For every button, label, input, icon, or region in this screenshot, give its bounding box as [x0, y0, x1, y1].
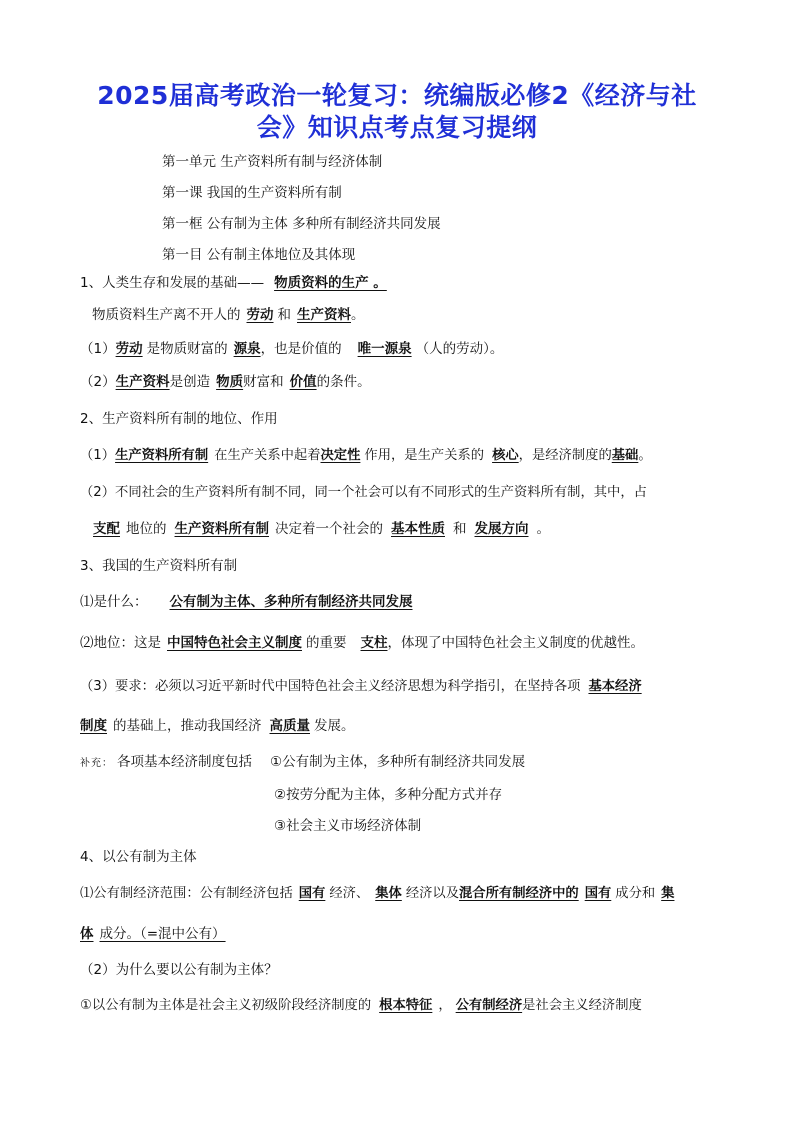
answer-blank: 制度	[80, 718, 107, 734]
answer-blank: 集体	[375, 886, 402, 901]
document-title	[70, 80, 724, 144]
answer-blank: 支配	[93, 521, 120, 537]
section-4-line-2	[80, 924, 226, 944]
text: 。	[536, 521, 550, 537]
section-4-heading: 4、以公有制为主体	[80, 849, 197, 865]
title-line-2: 会》知识点考点复习提纲	[256, 113, 538, 142]
section-2-heading: 2、生产资料所有制的地位、作用	[80, 411, 278, 427]
lesson-heading: 第一课 我国的生产资料所有制	[162, 185, 342, 201]
text: 发展。	[314, 718, 355, 734]
supplement-line-1	[80, 752, 525, 774]
text: 和	[277, 307, 291, 323]
text: 是物质财富的	[146, 341, 228, 357]
answer-blank: 生产资料所有制	[115, 448, 209, 463]
text: 经济以及	[405, 886, 460, 901]
answer-blank: 发展方向	[474, 521, 529, 537]
text: 成分和	[615, 886, 656, 901]
text: ①公有制为主体，多种所有制经济共同发展	[270, 754, 526, 770]
title-line-1: 2025届高考政治一轮复习：统编版必修2《经济与社	[97, 81, 697, 110]
answer-blank: 基本性质	[391, 521, 445, 537]
answer-blank: 中国特色社会主义制度	[167, 635, 302, 651]
answer-blank: 生产资料	[115, 374, 170, 390]
answer-blank: 核心	[492, 448, 519, 463]
text: 在生产关系中起着	[214, 448, 321, 463]
text: ⑴公有制经济范围：公有制经济包括	[80, 886, 293, 901]
section-1-heading	[80, 273, 401, 293]
section-3-line-3	[80, 677, 642, 697]
answer-blank: 唯一源泉	[357, 341, 412, 357]
answer-blank: 公有制为主体、多种所有制经济共同发展	[169, 594, 413, 610]
text: ，是经济制度的	[518, 448, 612, 463]
section-3-line-4	[80, 716, 355, 736]
text: 。	[351, 307, 365, 323]
item-heading: 第一目 公有制主体地位及其体现	[162, 247, 356, 263]
section-1-line-4	[80, 372, 371, 392]
text: 地位的	[126, 521, 167, 537]
answer-blank: 基础	[611, 448, 639, 463]
answer-blank: 高质量	[269, 718, 310, 734]
answer-blank: 价值	[289, 374, 317, 390]
answer-blank: 国有	[584, 886, 612, 901]
text: （2）	[80, 374, 116, 390]
section-4-line-3: （2）为什么要以公有制为主体？	[80, 962, 278, 978]
answer-blank: 支柱	[360, 635, 388, 651]
supplement-label: 补充：	[80, 758, 113, 769]
underlined-text: 成分。（=混中公有）	[99, 926, 226, 942]
text: ，体现了中国特色社会主义制度的优越性。	[387, 635, 644, 651]
answer-blank: 根本特征	[379, 998, 433, 1013]
text: 决定着一个社会的	[275, 521, 383, 537]
answer-blank: 基本经济	[588, 679, 642, 694]
supplement-line-3: ③社会主义市场经济体制	[274, 818, 422, 834]
text: ，也是价值的	[260, 341, 342, 357]
answer-blank: 公有制经济	[455, 998, 523, 1013]
section-2-line-2: （2）不同社会的生产资料所有制不同，同一个社会可以有不同形式的生产资料所有制，其中，占	[80, 485, 647, 500]
answer-blank: 生产资料	[297, 307, 351, 323]
answer-blank: 物质资料的生产 。	[274, 275, 387, 291]
unit-heading: 第一单元 生产资料所有制与经济体制	[162, 154, 383, 170]
section-3-line-1	[80, 592, 437, 612]
answer-blank: 生产资料所有制	[174, 521, 269, 537]
text: 作用，是生产关系的	[364, 448, 485, 463]
text: ⑵地位：这是	[80, 635, 161, 651]
text: ⑴是什么：	[80, 594, 148, 610]
section-1-line-3	[80, 339, 503, 359]
section-4-line-1	[80, 884, 674, 904]
text: （人的劳动）。	[415, 341, 504, 357]
answer-blank: 劳动	[115, 341, 143, 357]
section-4-line-4	[80, 996, 642, 1016]
text: 的基础上，推动我国经济	[113, 718, 262, 734]
section-1-line-2	[92, 305, 365, 325]
answer-blank: 劳动	[246, 307, 274, 323]
text: ，	[438, 998, 452, 1013]
answer-blank: 体	[80, 926, 94, 942]
section-2-line-3	[93, 519, 550, 539]
text: 是创造	[169, 374, 211, 390]
text: （1）	[80, 341, 116, 357]
frame-heading: 第一框 公有制为主体 多种所有制经济共同发展	[162, 216, 441, 232]
text: 经济、	[329, 886, 370, 901]
section-2-line-1	[80, 446, 652, 466]
text: （1）	[80, 448, 116, 463]
text: （3）要求：必须以习近平新时代中国特色社会主义经济思想为科学指引，在坚持各项	[80, 679, 581, 694]
text: 物质资料生产离不开人的	[92, 307, 241, 323]
answer-blank: 决定性	[320, 448, 361, 463]
text: 和	[453, 521, 467, 537]
answer-blank: 混合所有制经济中的	[459, 886, 579, 901]
answer-blank: 集	[661, 886, 675, 901]
section-3-heading: 3、我国的生产资料所有制	[80, 558, 238, 574]
text: 的重要	[306, 635, 347, 651]
answer-blank: 国有	[298, 886, 326, 901]
text: 是社会主义经济制度	[522, 998, 642, 1013]
answer-blank: 源泉	[233, 341, 261, 357]
text: 的条件。	[316, 374, 371, 390]
supplement-line-2: ②按劳分配为主体，多种分配方式并存	[274, 787, 503, 803]
text: ①以公有制为主体是社会主义初级阶段经济制度的	[80, 998, 372, 1013]
answer-blank: 物质	[216, 374, 244, 390]
text: 各项基本经济制度包括	[117, 754, 252, 770]
text: 财富和	[243, 374, 284, 390]
text: 。	[638, 448, 652, 463]
section-3-line-2	[80, 633, 644, 653]
text: 1、人类生存和发展的基础——	[80, 275, 265, 291]
